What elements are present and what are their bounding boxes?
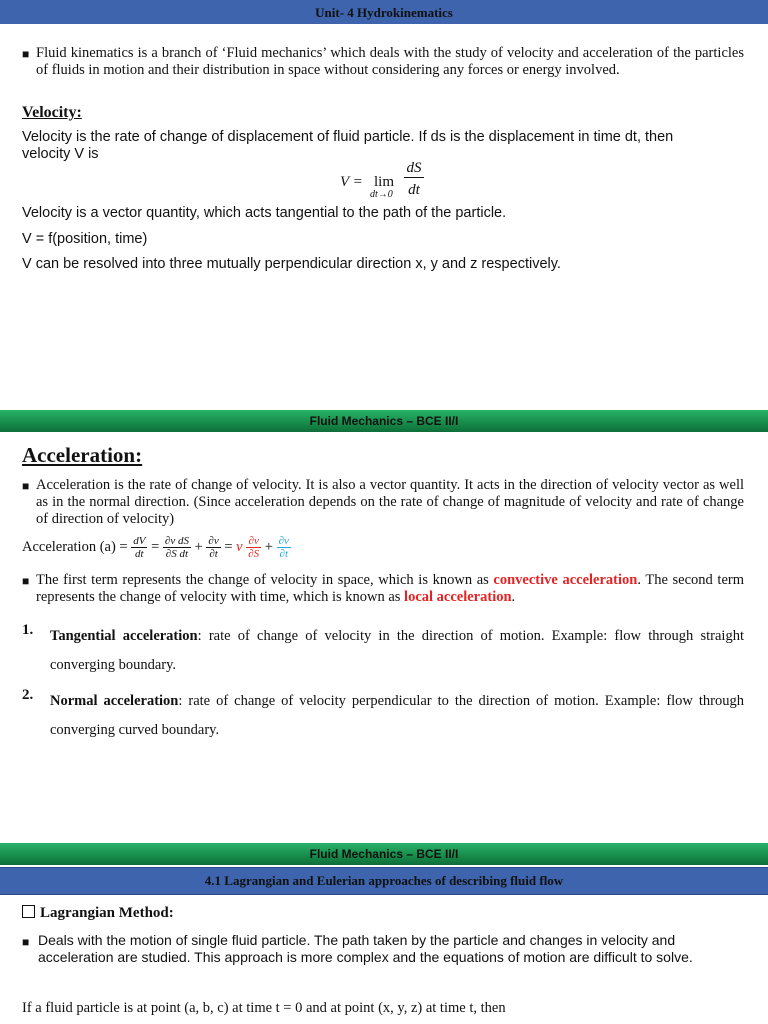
unit-header-bar — [0, 0, 768, 24]
eq-fraction-dv-dt: $\frac{dV}{dt}$ — [133, 535, 146, 560]
eq-equals: = — [224, 539, 233, 555]
checkbox-icon — [22, 905, 35, 918]
velocity-function-line: V = f(position, time) — [22, 231, 148, 247]
list-item — [22, 687, 744, 745]
velocity-vector-line: Velocity is a vector quantity, which acts tangential to the path of the particle. — [22, 205, 507, 221]
section-title-bar — [0, 867, 768, 895]
list-item — [22, 622, 744, 680]
eq-v-term: v — [236, 539, 243, 555]
unit-header-title: Unit- 4 Hydrokinematics — [315, 5, 453, 20]
convective-acceleration-term: convective acceleration — [493, 572, 638, 588]
list-item-text: Tangential acceleration: rate of change of velocity in the direction of motion. Example: flow through straight converging boundary. — [50, 628, 744, 673]
list-item-text: Normal acceleration: rate of change of velocity perpendicular to the direction of motion. Example: flow through converging curved boundary. — [50, 693, 744, 738]
square-bullet-icon: ■ — [22, 574, 30, 588]
eq-plus: + — [264, 539, 273, 555]
velocity-eq-denominator: dt — [408, 182, 420, 198]
velocity-eq-lim: lim — [374, 174, 395, 190]
velocity-definition: Velocity is the rate of change of displacement of fluid particle. If ds is the displacement in time dt, then velocity V is — [22, 129, 674, 162]
course-footer-title: Fluid Mechanics – BCE II/I — [309, 847, 459, 861]
eq-fraction-convective: $\frac{\partial v}{\partial S}$ — [248, 535, 260, 560]
acceleration-paragraph: Acceleration is the rate of change of velocity. It is also a vector quantity. It acts in the direction of velocity vector as well as in the normal direction. (Since acceleration depends on the rate of change of magnitude of velocity and rate of change of direction of velocity) — [36, 477, 744, 527]
square-bullet-icon: ■ — [22, 479, 30, 493]
intro-paragraph: Fluid kinematics is a branch of ‘Fluid mechanics’ which deals with the study of velocity and acceleration of the particles of fluids in motion and their distribution in space without considering any forces or energy involved. — [36, 45, 744, 78]
eq-fraction-dv-dt-partial: $\frac{\partial v}{\partial t}$ — [208, 535, 219, 560]
eq-equals: = — [151, 539, 160, 555]
lagrangian-description: Deals with the motion of single fluid particle. The path taken by the particle and changes in velocity and acceleration are studied. This approach is more complex and the equations of motion are difficult to solve. — [38, 932, 693, 965]
acceleration-equation — [22, 535, 291, 569]
local-acceleration-term: local acceleration — [404, 589, 512, 605]
velocity-eq-limit-sub: dt→0 — [370, 189, 393, 200]
course-footer-title: Fluid Mechanics – BCE II/I — [309, 414, 459, 428]
velocity-resolve-line: V can be resolved into three mutually perpendicular direction x, y and z respectively. — [22, 256, 561, 272]
lagrangian-heading-row — [22, 905, 174, 922]
lagrangian-position-line: If a fluid particle is at point (a, b, c) at time t = 0 and at point (x, y, z) at time t, then — [22, 1000, 506, 1016]
eq-plus: + — [194, 539, 203, 555]
eq-fraction-local: $\frac{\partial v}{\partial t}$ — [278, 535, 289, 560]
course-footer-bar-1 — [0, 410, 768, 432]
list-item-number: 1. — [22, 622, 34, 638]
square-bullet-icon: ■ — [22, 935, 30, 949]
course-footer-bar-2 — [0, 843, 768, 865]
velocity-eq-numerator: dS — [404, 160, 424, 178]
acceleration-heading: Acceleration: — [22, 443, 143, 467]
square-bullet-icon: ■ — [22, 47, 30, 61]
acceleration-eq-label: Acceleration (a) = — [22, 539, 128, 555]
velocity-eq-lhs: V = — [340, 174, 363, 190]
list-item-number: 2. — [22, 687, 34, 703]
lagrangian-heading: Lagrangian Method: — [40, 905, 174, 921]
acceleration-terms-paragraph: The first term represents the change of velocity in space, which is known as convective acceleration. The second term represents the change of velocity with time, which is known as local acceleration. — [36, 572, 744, 605]
velocity-heading: Velocity: — [22, 104, 82, 121]
section-title: 4.1 Lagrangian and Eulerian approaches of describing fluid flow — [204, 873, 564, 888]
eq-fraction-chain: $\frac{\text{∂v dS}}{\text{∂S dt}}$ — [164, 535, 189, 560]
